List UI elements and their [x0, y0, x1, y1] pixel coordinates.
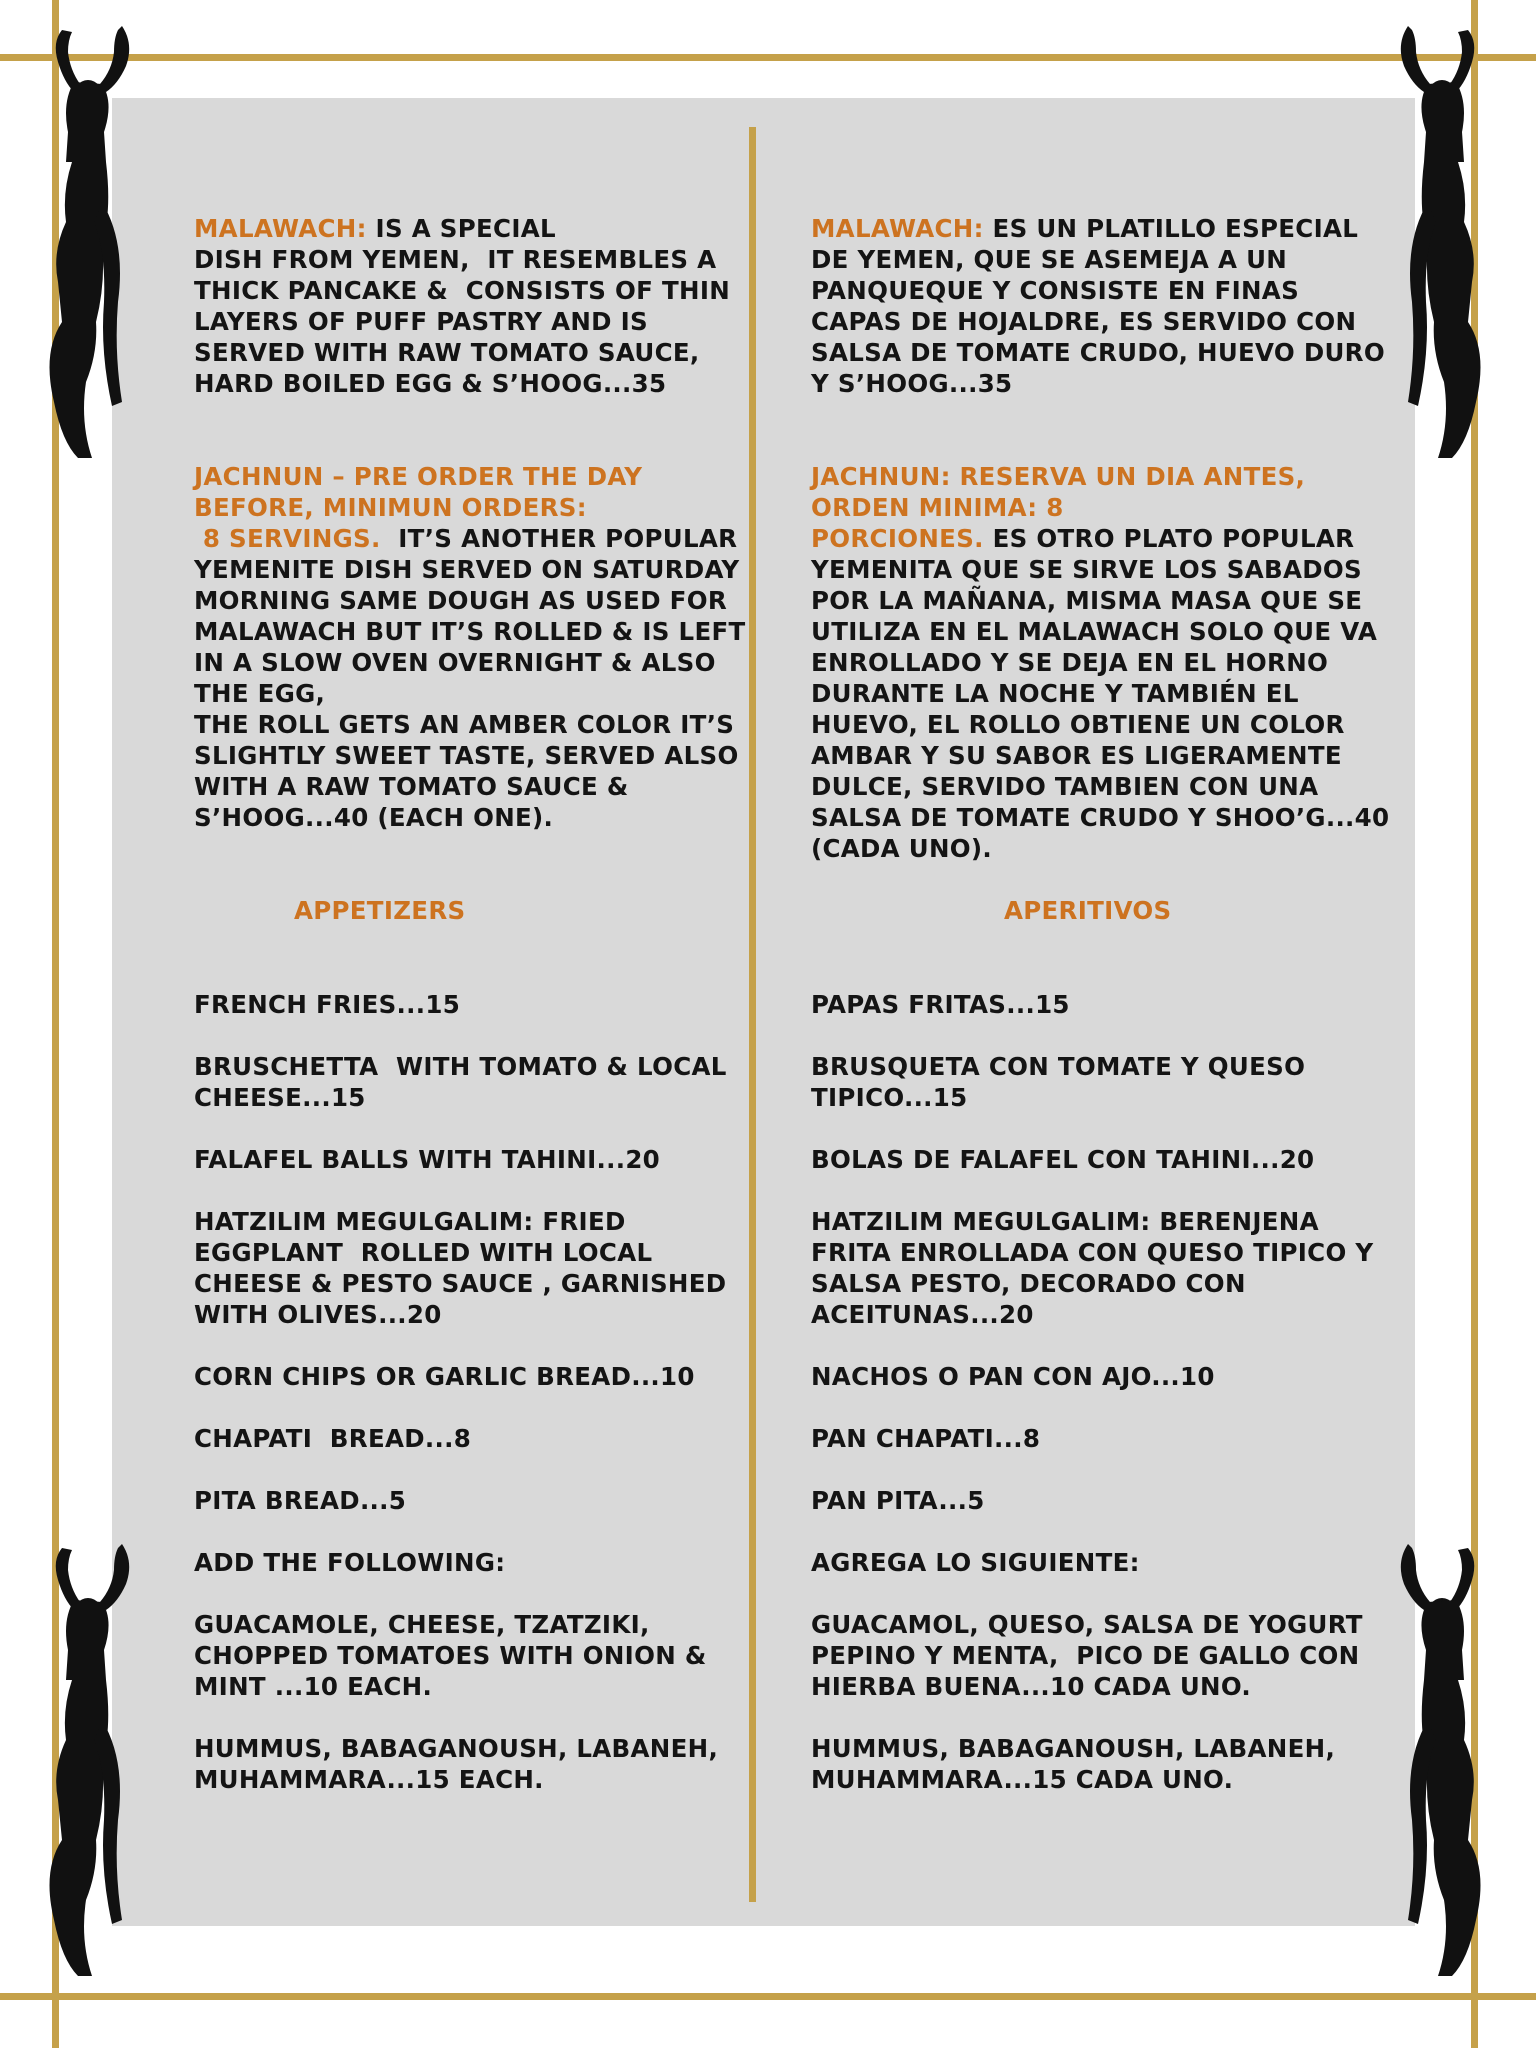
- menu-item-line: ADD THE FOLLOWING:: [194, 1548, 506, 1577]
- aperitivos-heading: APERITIVOS: [1004, 896, 1172, 925]
- menu-item: [811, 1361, 1386, 1392]
- menu-item-line: WITH OLIVES...20: [194, 1300, 442, 1329]
- menu-item-line: HUMMUS, BABAGANOUSH, LABANEH,: [194, 1734, 719, 1763]
- text-line: UTILIZA EN EL MALAWACH SOLO QUE VA: [811, 617, 1378, 646]
- menu-item-line: TIPICO...15: [811, 1083, 968, 1112]
- menu-item-line: FRITA ENROLLADA CON QUESO TIPICO Y: [811, 1238, 1374, 1267]
- menu-item-line: MINT ...10 EACH.: [194, 1672, 433, 1701]
- text-line: HUEVO, EL ROLLO OBTIENE UN COLOR: [811, 710, 1345, 739]
- text-line: YEMENITA QUE SE SIRVE LOS SABADOS: [811, 555, 1362, 584]
- frame-top-line: [0, 54, 1536, 61]
- menu-item-line: CORN CHIPS OR GARLIC BREAD...10: [194, 1362, 695, 1391]
- menu-item-line: HUMMUS, BABAGANOUSH, LABANEH,: [811, 1734, 1336, 1763]
- malawach-description: [194, 213, 754, 399]
- menu-item: [194, 1206, 754, 1330]
- menu-item-line: PAPAS FRITAS...15: [811, 990, 1070, 1019]
- menu-item: [811, 989, 1386, 1020]
- malawach-text: IS A SPECIAL: [375, 214, 556, 243]
- menu-item: [811, 1609, 1386, 1702]
- frame-bottom-line: [0, 1993, 1536, 2000]
- text-line: DISH FROM YEMEN, IT RESEMBLES A: [194, 245, 717, 274]
- text-line: Y S’HOOG...35: [811, 369, 1013, 398]
- text-line: DULCE, SERVIDO TAMBIEN CON UNA: [811, 772, 1319, 801]
- menu-item-line: HIERBA BUENA...10 CADA UNO.: [811, 1672, 1252, 1701]
- menu-item-line: SALSA PESTO, DECORADO CON: [811, 1269, 1246, 1298]
- menu-item-line: PAN CHAPATI...8: [811, 1424, 1041, 1453]
- text-line: IN A SLOW OVEN OVERNIGHT & ALSO: [194, 648, 716, 677]
- menu-item: [194, 989, 754, 1020]
- jachnun-title: JACHNUN – PRE ORDER THE DAY: [194, 462, 643, 491]
- menu-item-line: FALAFEL BALLS WITH TAHINI...20: [194, 1145, 661, 1174]
- jachnun-description: [811, 461, 1390, 864]
- menu-item-line: BRUSQUETA CON TOMATE Y QUESO: [811, 1052, 1306, 1081]
- dancer-silhouette-icon: [22, 1540, 142, 1980]
- text-line: S’HOOG...40 (EACH ONE).: [194, 803, 554, 832]
- text-line: DURANTE LA NOCHE Y TAMBIÉN EL: [811, 679, 1299, 708]
- menu-item-line: GUACAMOL, QUESO, SALSA DE YOGURT: [811, 1610, 1363, 1639]
- jachnun-title: 8 SERVINGS.: [194, 524, 381, 553]
- menu-item-line: FRENCH FRIES...15: [194, 990, 461, 1019]
- dancer-silhouette-icon: [1388, 1540, 1508, 1980]
- malawach-title: MALAWACH:: [811, 214, 984, 243]
- menu-item: [811, 1206, 1386, 1330]
- menu-item-line: PEPINO Y MENTA, PICO DE GALLO CON: [811, 1641, 1360, 1670]
- menu-item-line: HATZILIM MEGULGALIM: FRIED: [194, 1207, 626, 1236]
- text-line: THICK PANCAKE & CONSISTS OF THIN: [194, 276, 731, 305]
- menu-item: [811, 1423, 1386, 1454]
- menu-item-line: CHOPPED TOMATOES WITH ONION &: [194, 1641, 707, 1670]
- menu-item: [194, 1609, 754, 1702]
- text-line: WITH A RAW TOMATO SAUCE &: [194, 772, 629, 801]
- menu-item-line: CHAPATI BREAD...8: [194, 1424, 472, 1453]
- text-line: SALSA DE TOMATE CRUDO, HUEVO DURO: [811, 338, 1385, 367]
- menu-item: [194, 1361, 754, 1392]
- text-line: MALAWACH BUT IT’S ROLLED & IS LEFT: [194, 617, 746, 646]
- jachnun-title: BEFORE, MINIMUN ORDERS:: [194, 493, 587, 522]
- menu-item-line: BOLAS DE FALAFEL CON TAHINI...20: [811, 1145, 1315, 1174]
- menu-item-line: GUACAMOLE, CHEESE, TZATZIKI,: [194, 1610, 650, 1639]
- menu-item: [811, 1547, 1386, 1578]
- text-line: SERVED WITH RAW TOMATO SAUCE,: [194, 338, 700, 367]
- menu-item: [194, 1051, 754, 1113]
- menu-item-line: CHEESE...15: [194, 1083, 366, 1112]
- menu-item-line: CHEESE & PESTO SAUCE , GARNISHED: [194, 1269, 727, 1298]
- menu-item: [194, 1547, 754, 1578]
- menu-item-line: EGGPLANT ROLLED WITH LOCAL: [194, 1238, 653, 1267]
- jachnun-description: [194, 461, 754, 833]
- menu-item-line: MUHAMMARA...15 CADA UNO.: [811, 1765, 1234, 1794]
- text-line: DE YEMEN, QUE SE ASEMEJA A UN: [811, 245, 1288, 274]
- menu-item: [811, 1051, 1386, 1113]
- malawach-title: MALAWACH:: [194, 214, 367, 243]
- text-line: HARD BOILED EGG & S’HOOG...35: [194, 369, 667, 398]
- text-line: POR LA MAÑANA, MISMA MASA QUE SE: [811, 586, 1363, 615]
- appetizers-heading: APPETIZERS: [294, 896, 466, 925]
- menu-item: [811, 1733, 1386, 1795]
- menu-item: [194, 1423, 754, 1454]
- jachnun-title: ORDEN MINIMA: 8: [811, 493, 1064, 522]
- text-line: (CADA UNO).: [811, 834, 992, 863]
- menu-item-line: MUHAMMARA...15 EACH.: [194, 1765, 544, 1794]
- text-line: AMBAR Y SU SABOR ES LIGERAMENTE: [811, 741, 1342, 770]
- text-line: MORNING SAME DOUGH AS USED FOR: [194, 586, 727, 615]
- text-line: THE EGG,: [194, 679, 326, 708]
- menu-item-line: BRUSCHETTA WITH TOMATO & LOCAL: [194, 1052, 727, 1081]
- malawach-description: [811, 213, 1386, 399]
- dancer-silhouette-icon: [1388, 22, 1508, 462]
- menu-item-line: PITA BREAD...5: [194, 1486, 407, 1515]
- menu-item-line: AGREGA LO SIGUIENTE:: [811, 1548, 1140, 1577]
- malawach-text: ES UN PLATILLO ESPECIAL: [992, 214, 1359, 243]
- jachnun-text: ES OTRO PLATO POPULAR: [983, 524, 1355, 553]
- jachnun-title: JACHNUN: RESERVA UN DIA ANTES,: [811, 462, 1306, 491]
- text-line: ENROLLADO Y SE DEJA EN EL HORNO: [811, 648, 1329, 677]
- menu-item: [194, 1733, 754, 1795]
- menu-item-line: HATZILIM MEGULGALIM: BERENJENA: [811, 1207, 1319, 1236]
- jachnun-title: PORCIONES.: [811, 524, 984, 553]
- text-line: SALSA DE TOMATE CRUDO Y SHOO’G...40: [811, 803, 1390, 832]
- text-line: LAYERS OF PUFF PASTRY AND IS: [194, 307, 649, 336]
- menu-item: [811, 1144, 1386, 1175]
- menu-item-line: ACEITUNAS...20: [811, 1300, 1034, 1329]
- menu-item-line: PAN PITA...5: [811, 1486, 985, 1515]
- text-line: CAPAS DE HOJALDRE, ES SERVIDO CON: [811, 307, 1357, 336]
- text-line: PANQUEQUE Y CONSISTE EN FINAS: [811, 276, 1300, 305]
- text-line: YEMENITE DISH SERVED ON SATURDAY: [194, 555, 740, 584]
- text-line: SLIGHTLY SWEET TASTE, SERVED ALSO: [194, 741, 739, 770]
- menu-item-line: NACHOS O PAN CON AJO...10: [811, 1362, 1215, 1391]
- menu-item: [194, 1144, 754, 1175]
- jachnun-text: IT’S ANOTHER POPULAR: [380, 524, 738, 553]
- menu-item: [194, 1485, 754, 1516]
- menu-item: [811, 1485, 1386, 1516]
- dancer-silhouette-icon: [22, 22, 142, 462]
- text-line: THE ROLL GETS AN AMBER COLOR IT’S: [194, 710, 735, 739]
